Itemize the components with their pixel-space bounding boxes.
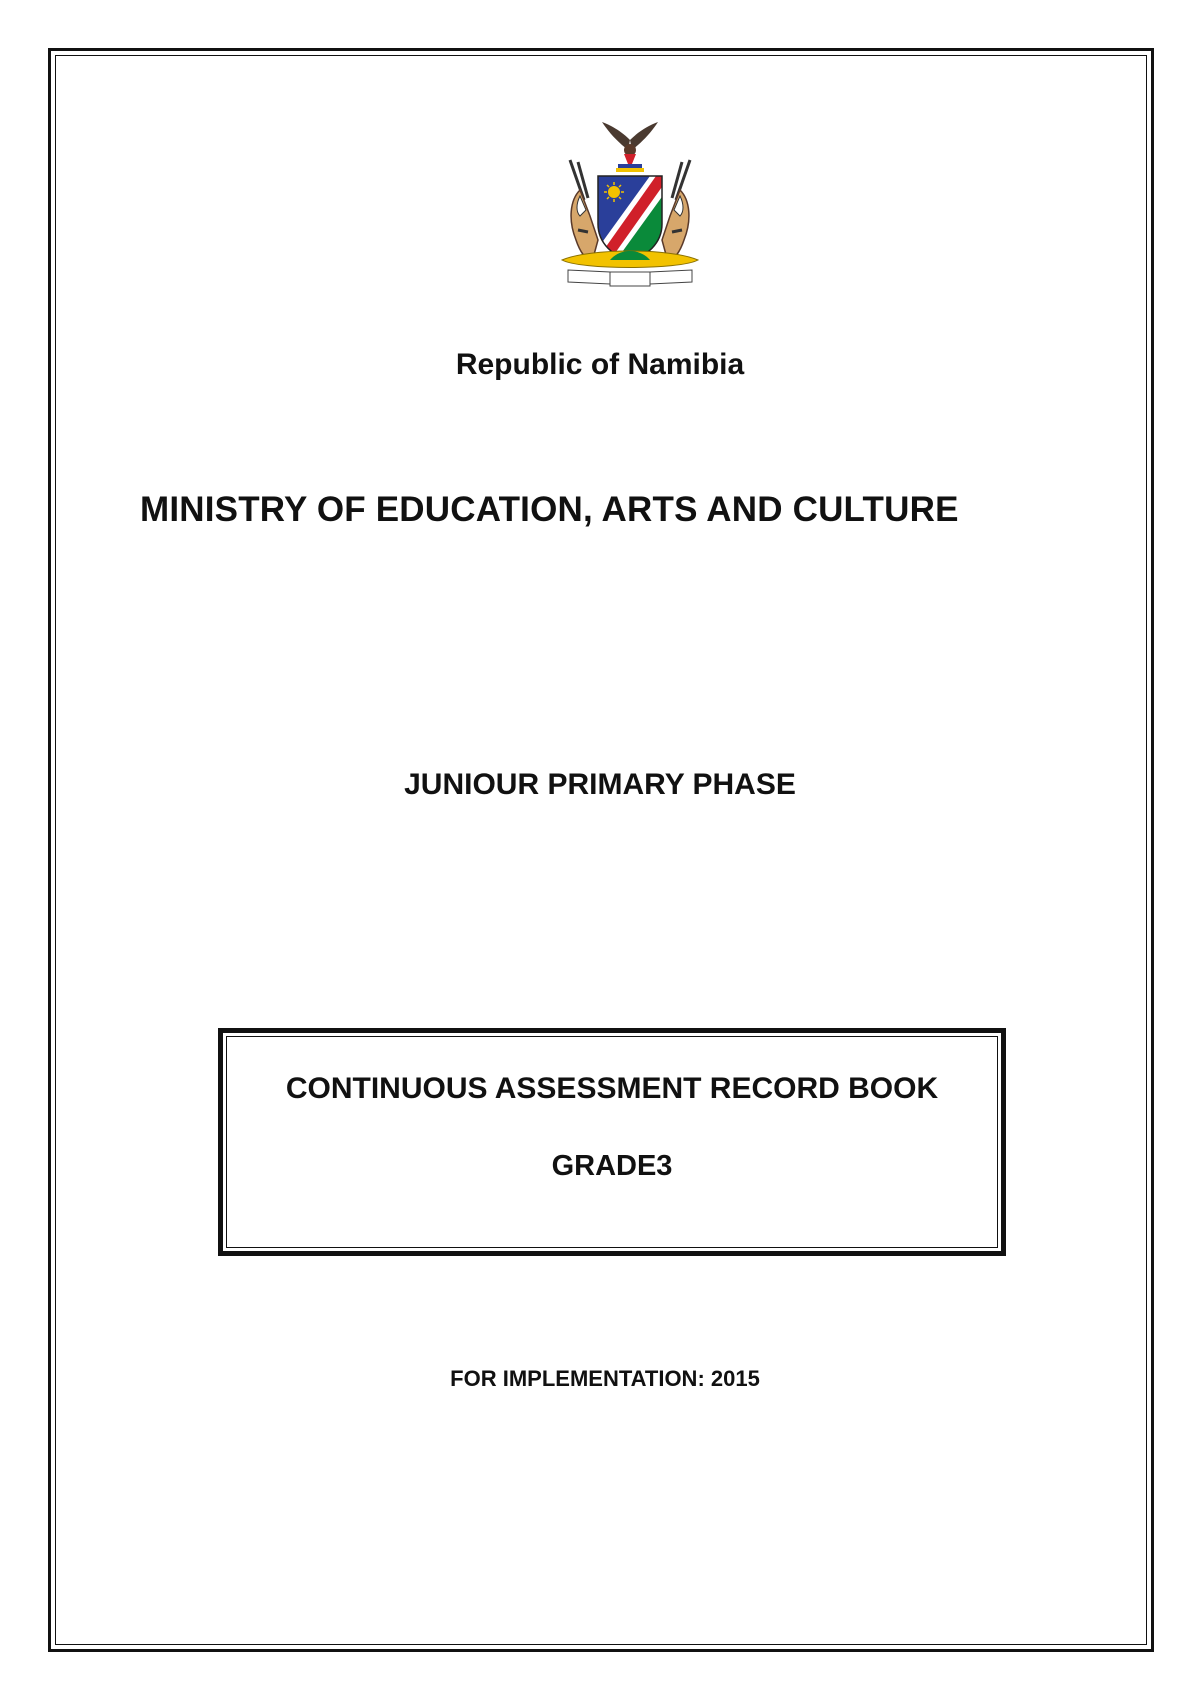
record-book-title: CONTINUOUS ASSESSMENT RECORD BOOK xyxy=(285,1072,939,1105)
record-book-box-inner xyxy=(226,1036,998,1248)
country-name: Republic of Namibia xyxy=(455,348,745,381)
phase-label: JUNIOUR PRIMARY PHASE xyxy=(404,768,796,801)
ministry-title: MINISTRY OF EDUCATION, ARTS AND CULTURE xyxy=(140,490,959,529)
coat-of-arms-icon xyxy=(540,120,720,300)
implementation-year: FOR IMPLEMENTATION: 2015 xyxy=(450,1366,760,1391)
grade-label: GRADE3 xyxy=(551,1150,673,1182)
